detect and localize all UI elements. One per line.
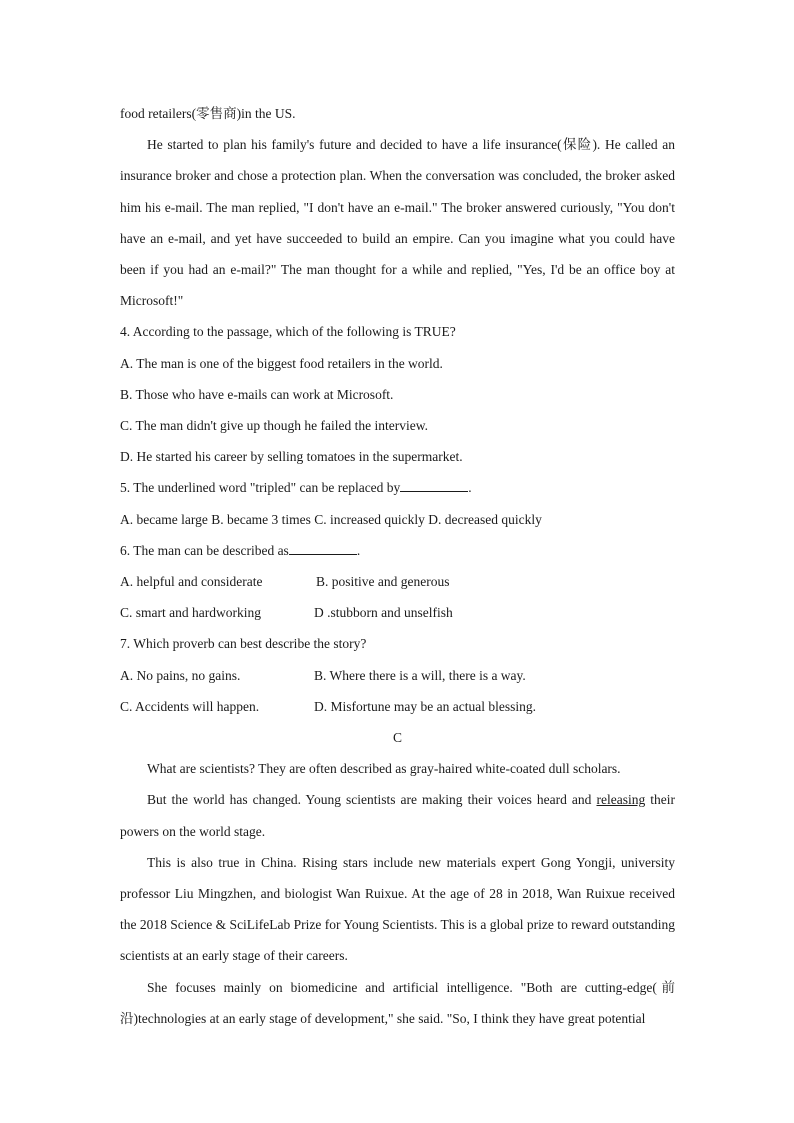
answer-blank (289, 542, 357, 555)
question-6-option-b: B. positive and generous (316, 574, 450, 590)
question-7-stem: 7. Which proverb can best describe the story? (120, 636, 367, 652)
answer-blank (400, 479, 468, 492)
question-7-options-row-2 (120, 691, 675, 722)
underlined-word-releasing: releasing (596, 792, 646, 808)
question-5-text: 5. The underlined word "tripled" can be replaced by (120, 480, 401, 496)
question-4-option-d: D. He started his career by selling tomatoes in the supermarket. (120, 449, 463, 465)
passage-c-paragraph-1: What are scientists? They are often described as gray-haired white-coated dull scholars. (147, 761, 621, 777)
question-4-option-b: B. Those who have e-mails can work at Microsoft. (120, 386, 394, 402)
paragraph-2-text-before: But the world has changed. Young scientists are making their voices heard and (147, 792, 597, 808)
question-6-stem (120, 535, 675, 566)
page-content (120, 98, 675, 1034)
question-4-option-c: C. The man didn't give up though he failed the interview. (120, 418, 428, 434)
passage-c-paragraph-3: This is also true in China. Rising stars include new materials expert Gong Yongji, university professor Liu Mingzhen, and biologist Wan Ruixue. At the age of 28 in 2018, Wan Ruixue received the 2018 Science & SciLifeLab Prize for Young Scientists. This is a global prize to reward outstanding scientists at an early stage of their careers. (120, 854, 675, 964)
passage-b-continuation: food retailers(零售商)in the US. (120, 106, 296, 121)
question-6-option-d: D .stubborn and unselfish (314, 605, 453, 621)
question-7-option-c: C. Accidents will happen. (120, 698, 260, 714)
question-4-stem: 4. According to the passage, which of the following is TRUE? (120, 324, 456, 340)
passage-c-heading: C (392, 730, 402, 746)
question-7-options-row-1 (120, 660, 675, 691)
passage-c-paragraph-4: She focuses mainly on biomedicine and artificial intelligence. "Both are cutting-edge(前沿)technologies at an early stage of development," she said. "So, I think they have great potential (120, 979, 675, 1026)
question-6-options-row-2 (120, 597, 675, 628)
paragraph-2-text-after: their powers on the world stage. (120, 792, 676, 839)
question-4-option-a: A. The man is one of the biggest food retailers in the world. (120, 355, 443, 371)
question-7-option-b: B. Where there is a will, there is a way. (314, 667, 526, 683)
question-7-option-a: A. No pains, no gains. (120, 667, 241, 683)
question-5-stem (120, 472, 675, 503)
question-5-end: . (468, 480, 472, 496)
question-6-option-c: C. smart and hardworking (120, 605, 261, 621)
question-6-options-row-1 (120, 566, 675, 597)
question-7-option-d: D. Misfortune may be an actual blessing. (314, 698, 536, 714)
question-6-end: . (356, 542, 361, 558)
question-6-option-a: A. helpful and considerate (120, 574, 263, 590)
passage-b-paragraph: He started to plan his family's future and decided to have a life insurance(保险). He called an insurance broker and chose a protection plan. When the conversation was concluded, the broker asked him his e-mail. The man replied, "I don't have an e-mail." The broker answered curiously, "You don't have an e-mail, and yet have succeeded to build an empire. Can you imagine what you could have been if you had an e-mail?" The man thought for a while and replied, "Yes, I'd be an office boy at Microsoft!" (120, 137, 675, 309)
question-5-options: A. became large B. became 3 times C. increased quickly D. decreased quickly (120, 511, 542, 527)
passage-c-paragraph-2 (120, 784, 675, 846)
question-6-text: 6. The man can be described as (120, 542, 289, 558)
